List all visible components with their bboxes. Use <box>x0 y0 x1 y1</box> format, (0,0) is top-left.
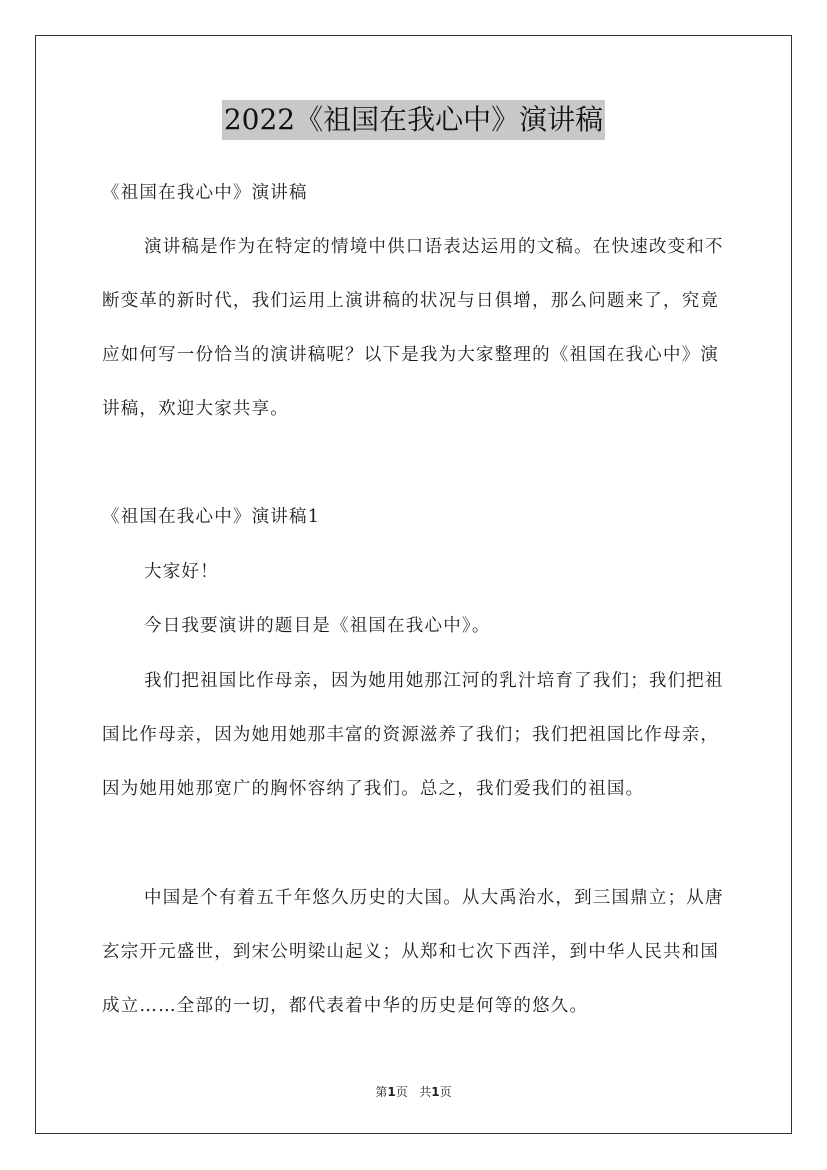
subtitle-paragraph: 《祖国在我心中》演讲稿 <box>102 183 308 203</box>
speech-heading: 《祖国在我心中》演讲稿1 <box>102 507 321 527</box>
history-paragraph: 中国是个有着五千年悠久历史的大国。从大禹治水，到三国鼎立；从唐玄宗开元盛世，到宋公明梁山起义；从郑和七次下西洋，到中华人民共和国成立……全部的一切，都代表着中华的历史是何等的悠久。 <box>102 888 724 1016</box>
page-footer <box>0 1083 827 1100</box>
page-total: 1 <box>431 1085 440 1099</box>
page-suffix: 页 <box>395 1085 408 1099</box>
greeting-paragraph: 大家好！ <box>144 562 219 582</box>
title-container <box>0 100 827 140</box>
page-prefix: 第 <box>375 1085 388 1099</box>
page-current: 1 <box>387 1085 396 1099</box>
total-suffix: 页 <box>439 1085 452 1099</box>
topic-paragraph: 今日我要演讲的题目是《祖国在我心中》。 <box>144 616 491 636</box>
total-prefix: 共 <box>419 1085 432 1099</box>
intro-paragraph: 演讲稿是作为在特定的情境中供口语表达运用的文稿。在快速改变和不断变革的新时代，我们运用上演讲稿的状况与日俱增，那么问题来了，究竟应如何写一份恰当的演讲稿呢？以下是我为大家整理的《祖国在我心中》演讲稿，欢迎大家共享。 <box>102 237 724 419</box>
document-title: 2022《祖国在我心中》演讲稿 <box>222 100 605 140</box>
mother-paragraph: 我们把祖国比作母亲，因为她用她那江河的乳汁培育了我们；我们把祖国比作母亲，因为她用她那丰富的资源滋养了我们；我们把祖国比作母亲，因为她用她那宽广的胸怀容纳了我们。总之，我们爱我们的祖国。 <box>102 671 724 799</box>
